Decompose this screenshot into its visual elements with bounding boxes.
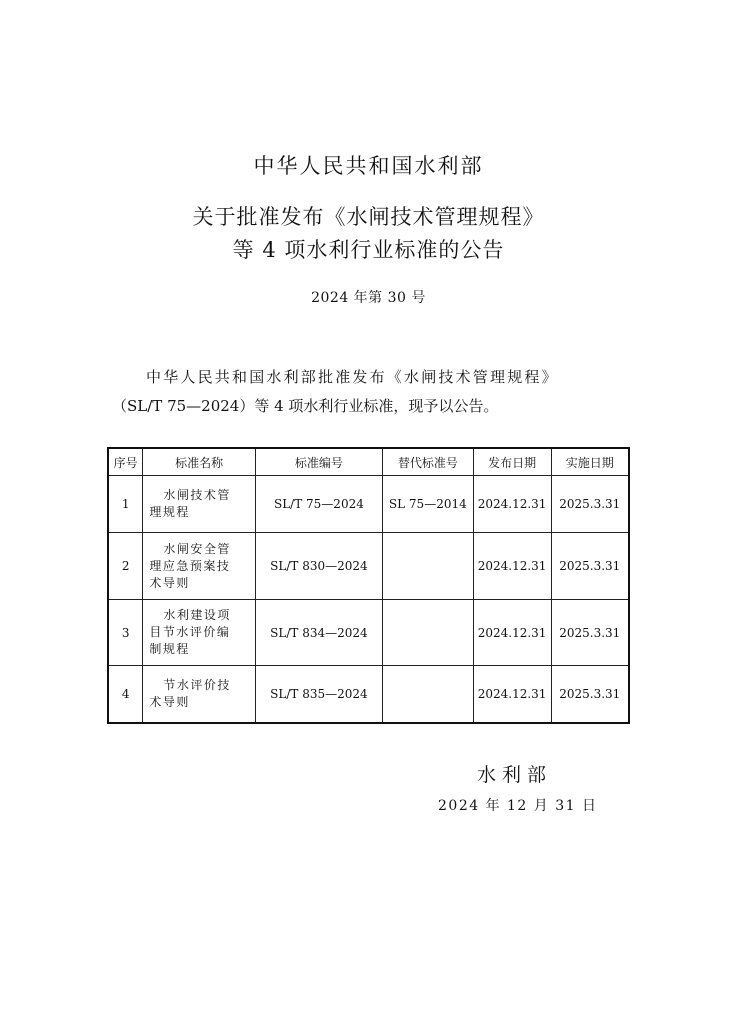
row-standard-code: SL/T 830—2024 — [255, 533, 382, 600]
header-standard-name: 标准名称 — [143, 448, 255, 476]
table-header-row — [108, 448, 629, 476]
row-replaced-code — [383, 600, 474, 666]
row-index: 2 — [108, 533, 143, 600]
name-line: 目节水评价编 — [149, 625, 231, 639]
row-standard-name — [143, 666, 255, 724]
name-line: 水闸技术管 — [163, 488, 231, 502]
issuing-authority: 中华人民共和国水利部 — [253, 154, 484, 178]
row-standard-code: SL/T 75—2024 — [255, 476, 382, 533]
notice-body-line-2: （SL/T 75—2024）等 4 项水利行业标准，现予以公告。 — [112, 397, 499, 415]
row-effective-date: 2025.3.31 — [551, 476, 629, 533]
row-replaced-code — [383, 533, 474, 600]
row-standard-name — [143, 600, 255, 666]
header-standard-code: 标准编号 — [255, 448, 382, 476]
name-line: 理规程 — [149, 505, 190, 519]
row-publish-date: 2024.12.31 — [473, 600, 551, 666]
document-number: 2024 年第 30 号 — [311, 290, 426, 306]
name-line: 术导则 — [149, 575, 190, 590]
table-row — [108, 533, 629, 600]
name-line: 理应急预案技 — [149, 558, 231, 573]
table-row — [108, 600, 629, 666]
name-line: 制规程 — [149, 642, 190, 656]
table-row — [108, 476, 629, 533]
standards-table — [107, 447, 630, 724]
row-standard-name — [143, 476, 255, 533]
row-index: 1 — [108, 476, 143, 533]
header-effective-date: 实施日期 — [551, 448, 629, 476]
row-standard-code: SL/T 834—2024 — [255, 600, 382, 666]
name-line: 水利建设项 — [163, 608, 231, 622]
row-effective-date: 2025.3.31 — [551, 600, 629, 666]
header-replaced-code: 替代标准号 — [383, 448, 474, 476]
row-index: 3 — [108, 600, 143, 666]
row-replaced-code: SL 75—2014 — [383, 476, 474, 533]
row-publish-date: 2024.12.31 — [473, 476, 551, 533]
row-publish-date: 2024.12.31 — [473, 533, 551, 600]
signature-date: 2024 年 12 月 31 日 — [438, 798, 598, 814]
name-line: 术导则 — [149, 695, 190, 709]
table-row — [108, 666, 629, 724]
row-standard-code: SL/T 835—2024 — [255, 666, 382, 724]
name-line: 节水评价技 — [163, 678, 231, 692]
row-publish-date: 2024.12.31 — [473, 666, 551, 724]
row-replaced-code — [383, 666, 474, 724]
row-standard-name — [143, 533, 255, 600]
row-effective-date: 2025.3.31 — [551, 533, 629, 600]
notice-title-line-1: 关于批准发布《水闸技术管理规程》 — [192, 205, 545, 229]
row-index: 4 — [108, 666, 143, 724]
notice-title-line-2: 等 4 项水利行业标准的公告 — [232, 238, 505, 262]
header-index: 序号 — [108, 448, 143, 476]
name-line: 水闸安全管 — [163, 541, 231, 556]
signature: 水利部 — [477, 764, 553, 786]
notice-body-line-1: 中华人民共和国水利部批准发布《水闸技术管理规程》 — [146, 368, 559, 386]
row-effective-date: 2025.3.31 — [551, 666, 629, 724]
header-publish-date: 发布日期 — [473, 448, 551, 476]
